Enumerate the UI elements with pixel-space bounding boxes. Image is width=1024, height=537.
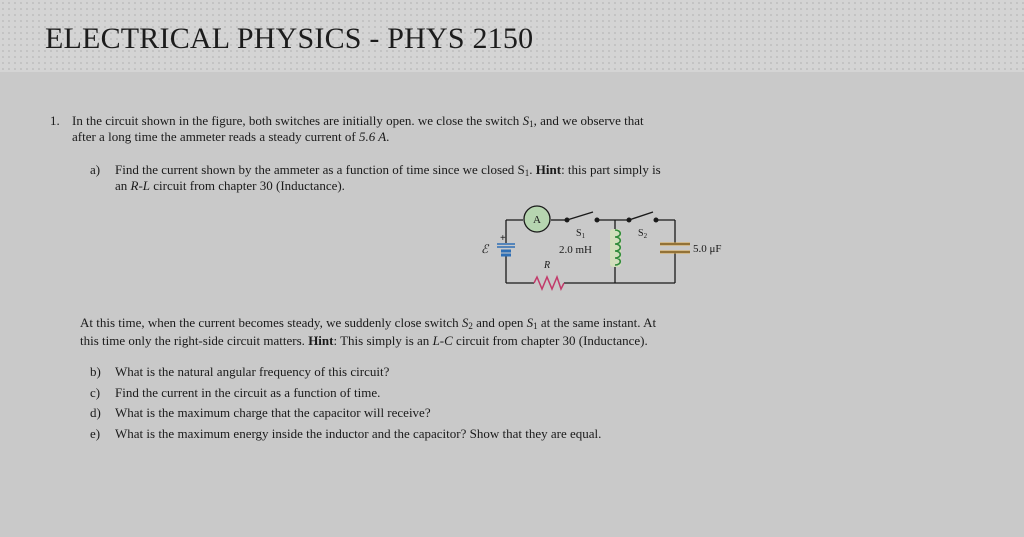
part-a-hint: Hint: [535, 162, 562, 177]
inductor-label: 2.0 mH: [559, 244, 592, 256]
part-a-text-e: circuit from chapter 30 (Inductance).: [150, 178, 345, 193]
part-a-text-d: an: [115, 178, 131, 193]
paragraph-line2: [80, 333, 648, 349]
para-s2-subscript: 2: [468, 321, 473, 331]
resistor-icon: [534, 277, 564, 289]
q1-text-c: after a long time the ammeter reads a steady current of: [72, 129, 359, 144]
switch-s2: [627, 212, 658, 222]
q1-switch-symbol: S: [522, 113, 530, 128]
battery-icon: [497, 244, 515, 255]
part-c-label: c): [90, 385, 101, 400]
q1-text-d: .: [386, 129, 390, 144]
part-e-text: What is the maximum energy inside the inductor and the capacitor? Show that they are equal.: [115, 426, 602, 441]
part-b-text: What is the natural angular frequency of this circuit?: [115, 364, 390, 379]
para-text-b: and open: [472, 315, 527, 330]
switch2-symbol: S: [638, 228, 644, 239]
part-a-text-b: .: [529, 162, 536, 177]
switch2-label: [638, 228, 648, 240]
battery-plus: +: [500, 233, 506, 244]
question-number: 1.: [50, 113, 60, 128]
page-title: ELECTRICAL PHYSICS - PHYS 2150: [45, 22, 534, 55]
para-text-a: At this time, when the current becomes steady, we suddenly close switch: [80, 315, 462, 330]
para-s1-symbol: S: [526, 315, 534, 330]
switch2-subscript: 2: [643, 232, 648, 240]
part-a-line2: [115, 178, 345, 194]
para-text-f: circuit from chapter 30 (Inductance).: [452, 333, 648, 348]
para-text-e: : This simply is an: [333, 333, 433, 348]
circuit-diagram: [470, 200, 740, 295]
para-text-c: at the same instant. At: [537, 315, 657, 330]
para-hint: Hint: [308, 333, 334, 348]
part-c-text: Find the current in the circuit as a function of time.: [115, 385, 381, 400]
capacitor-icon: [660, 244, 690, 252]
part-a-rl: R-L: [130, 178, 151, 193]
part-a-subscript: 1: [524, 168, 530, 178]
switch1-label: [576, 228, 586, 240]
para-s1-subscript: 1: [533, 321, 538, 331]
part-a-line1: [115, 162, 661, 178]
switch1-subscript: 1: [581, 232, 586, 240]
question1-line1: [72, 113, 644, 129]
capacitor-label: 5.0 μF: [693, 243, 722, 255]
paragraph-line1: [80, 315, 656, 331]
para-s2-symbol: S: [461, 315, 469, 330]
q1-switch-subscript: 1: [529, 119, 534, 129]
q1-text-a: In the circuit shown in the figure, both switches are initially open. we close the switch: [72, 113, 523, 128]
q1-current-value: 5.6 A: [358, 129, 387, 144]
part-a-text-a: Find the current shown by the ammeter as a function of time since we closed S: [115, 162, 525, 177]
part-e-label: e): [90, 426, 101, 441]
part-d-label: d): [90, 405, 101, 420]
part-a-text-c: : this part simply is: [561, 162, 661, 177]
question1-line2: [72, 129, 389, 145]
part-d-text: What is the maximum charge that the capacitor will receive?: [115, 405, 431, 420]
para-lc: L-C: [432, 333, 453, 348]
q1-text-b: , and we observe that: [533, 113, 644, 128]
resistor-label: R: [544, 260, 551, 271]
switch1-symbol: S: [576, 228, 582, 239]
header-banner: [0, 0, 1024, 72]
part-b-label: b): [90, 364, 101, 379]
para-text-d: this time only the right-side circuit matters.: [80, 333, 309, 348]
switch-s1: [565, 212, 599, 222]
emf-label: ℰ: [481, 242, 489, 256]
ammeter-label: A: [533, 214, 541, 226]
part-a-label: a): [90, 162, 101, 177]
